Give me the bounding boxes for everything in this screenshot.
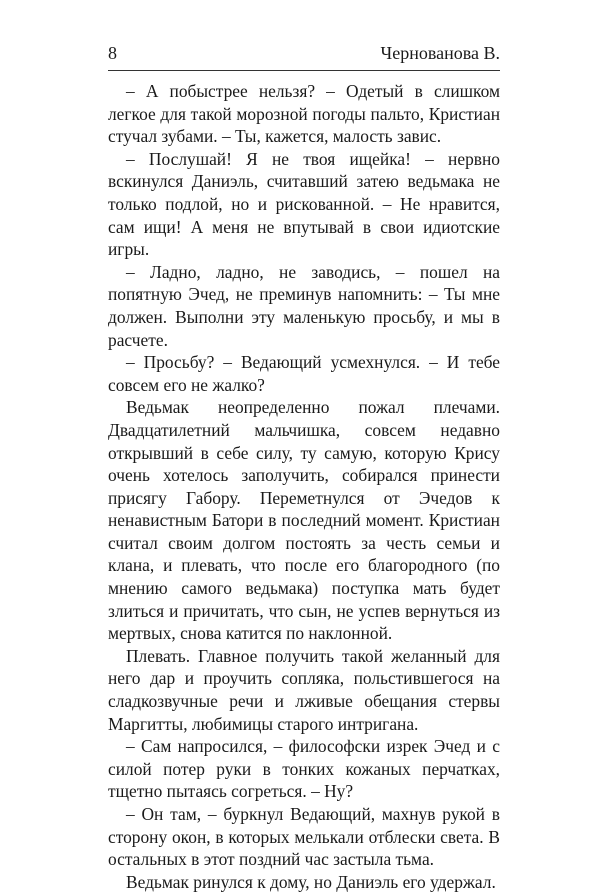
body-text xyxy=(108,80,500,893)
paragraph: – Послушай! Я не твоя ищейка! – нервно вскинулся Даниэль, считавший затею ведьмака не только подлой, но и рискованной. – Не нравится, сам ищи! А меня не впутывай в свои идиотские игры. xyxy=(108,148,500,260)
paragraph: – Ладно, ладно, не заводись, – пошел на попятную Эчед, не преминув напомнить: – Ты мне должен. Выполни эту маленькую просьбу, и мы в расчете. xyxy=(108,261,500,350)
paragraph: – Просьбу? – Ведающий усмехнулся. – И тебе совсем его не жалко? xyxy=(108,352,500,395)
paragraph: – Сам напросился, – философски изрек Эчед и с силой потер руки в тонких кожаных перчатках, тщетно пытаясь согреться. – Ну? xyxy=(108,736,500,802)
running-head-author: Чернованова В. xyxy=(380,43,500,63)
paragraph: Ведьмак ринулся к дому, но Даниэль его удержал. xyxy=(126,871,496,892)
paragraph: – А побыстрее нельзя? – Одетый в слишком легкое для такой морозной погоды пальто, Кристиан стучал зубами. – Ты, кажется, малость завис. xyxy=(108,81,500,147)
header-rule xyxy=(108,70,500,71)
paragraph: Плевать. Главное получить такой желанный для него дар и проучить сопляка, польстившегося на сладкозвучные речи и лживые обещания стервы Маргитты, любимицы старого интригана. xyxy=(108,645,500,734)
page-header xyxy=(108,41,500,65)
page-number: 8 xyxy=(108,43,117,63)
paragraph: – Он там, – буркнул Ведающий, махнув рукой в сторону окон, в которых мелькали отблески света. В остальных в этот поздний час застыла тьма. xyxy=(108,804,500,870)
paragraph: Ведьмак неопределенно пожал плечами. Двадцатилетний мальчишка, совсем недавно открывший в себе силу, ту самую, которую Крису очень хотелось заполучить, собирался принести присягу Габору. Переметнулся от Эчедов к ненавистным Батори в последний момент. Кристиан считал своим долгом постоять за честь семьи и клана, и плевать, что после его благородного (по мнению самого ведьмака) поступка мать будет злиться и причитать, что сын, не успев вернуться из мертвых, снова катится по наклонной. xyxy=(108,397,500,644)
